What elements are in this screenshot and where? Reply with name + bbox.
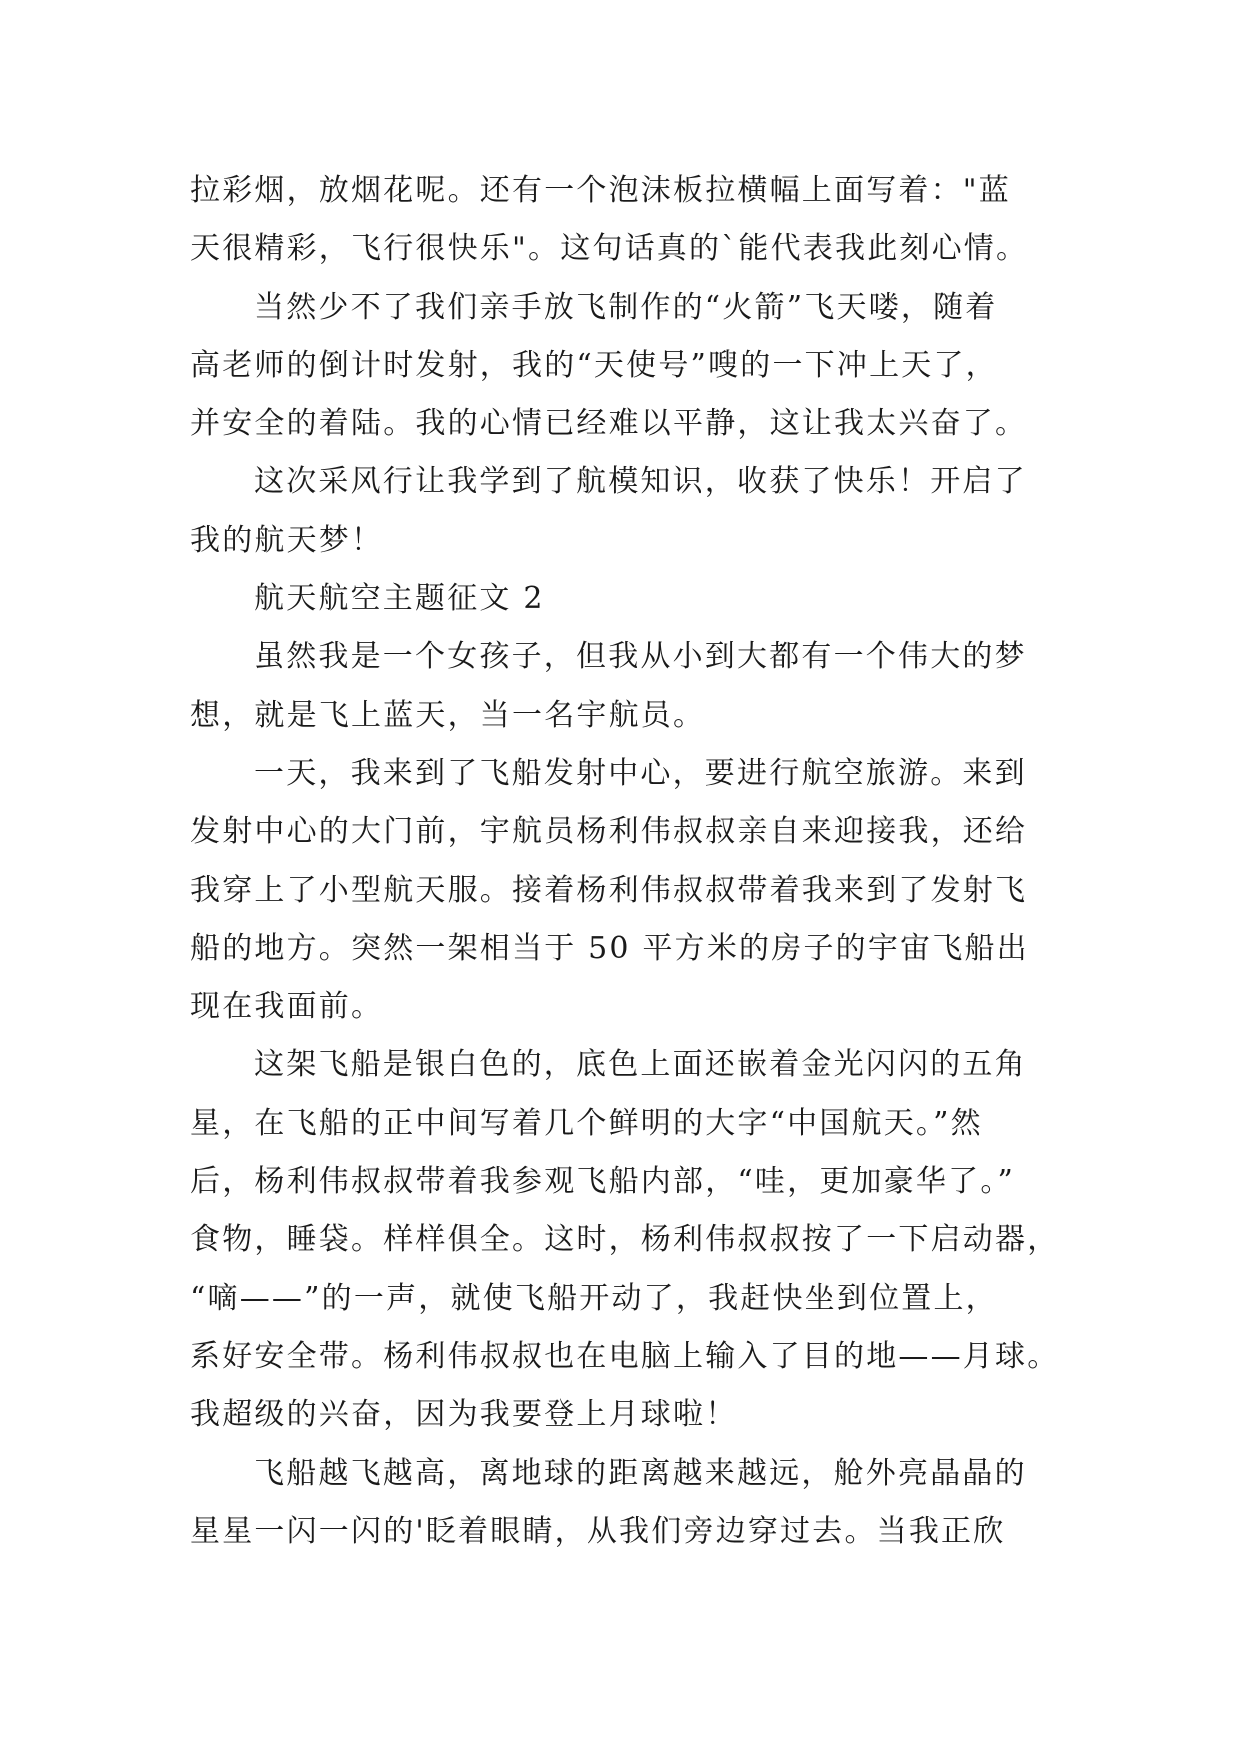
- text-line: 拉彩烟，放烟花呢。还有一个泡沫板拉横幅上面写着："蓝: [190, 173, 1011, 208]
- text-line: 星星一闪一闪的'眨着眼睛，从我们旁边穿过去。当我正欣: [190, 1513, 1006, 1549]
- text-line: 想，就是飞上蓝天，当一名宇航员。: [190, 697, 706, 733]
- text-line: 发射中心的大门前，宇航员杨利伟叔叔亲自来迎接我，还给: [190, 814, 1028, 850]
- paragraph-start-line: 这架飞船是银白色的，底色上面还嵌着金光闪闪的五角: [254, 1047, 1027, 1083]
- text-line: 系好安全带。杨利伟叔叔也在电脑上输入了目的地——月球。: [190, 1338, 1060, 1374]
- text-line: 我超级的兴奋，因为我要登上月球啦！: [190, 1397, 738, 1433]
- paragraph-start-line: 这次采风行让我学到了航模知识，收获了快乐！开启了: [254, 464, 1027, 500]
- section-heading: 航天航空主题征文 2: [254, 581, 545, 617]
- paragraph-start-line: 飞船越飞越高，离地球的距离越来越远，舱外亮晶晶的: [254, 1455, 1027, 1491]
- text-line: 高老师的倒计时发射，我的“天使号”嗖的一下冲上天了，: [190, 347, 998, 383]
- text-line: 食物，睡袋。样样俱全。这时，杨利伟叔叔按了一下启动器，: [190, 1222, 1060, 1258]
- text-line: 并安全的着陆。我的心情已经难以平静，这让我太兴奋了。: [190, 406, 1028, 442]
- text-line: 我穿上了小型航天服。接着杨利伟叔叔带着我来到了发射飞: [190, 872, 1028, 908]
- paragraph-start-line: 当然少不了我们亲手放飞制作的“火箭”飞天喽，随着: [254, 289, 998, 325]
- text-line: “嘀——”的一声，就使飞船开动了，我赶快坐到位置上，: [190, 1280, 998, 1316]
- text-line: 天很精彩，飞行很快乐"。这句话真的`能代表我此刻心情。: [190, 231, 1029, 267]
- paragraph-start-line: 虽然我是一个女孩子，但我从小到大都有一个伟大的梦: [254, 639, 1027, 675]
- paragraph-start-line: 一天，我来到了飞船发射中心，要进行航空旅游。来到: [254, 755, 1027, 791]
- text-line: 现在我面前。: [190, 989, 384, 1025]
- text-line: 后，杨利伟叔叔带着我参观飞船内部，“哇，更加豪华了。”: [190, 1164, 1016, 1200]
- text-line: 船的地方。突然一架相当于 50 平方米的房子的宇宙飞船出: [190, 930, 1029, 966]
- document-page: [190, 162, 1070, 1561]
- text-line: 我的航天梦！: [190, 522, 384, 558]
- text-line: 星，在飞船的正中间写着几个鲜明的大字“中国航天。”然: [190, 1105, 983, 1141]
